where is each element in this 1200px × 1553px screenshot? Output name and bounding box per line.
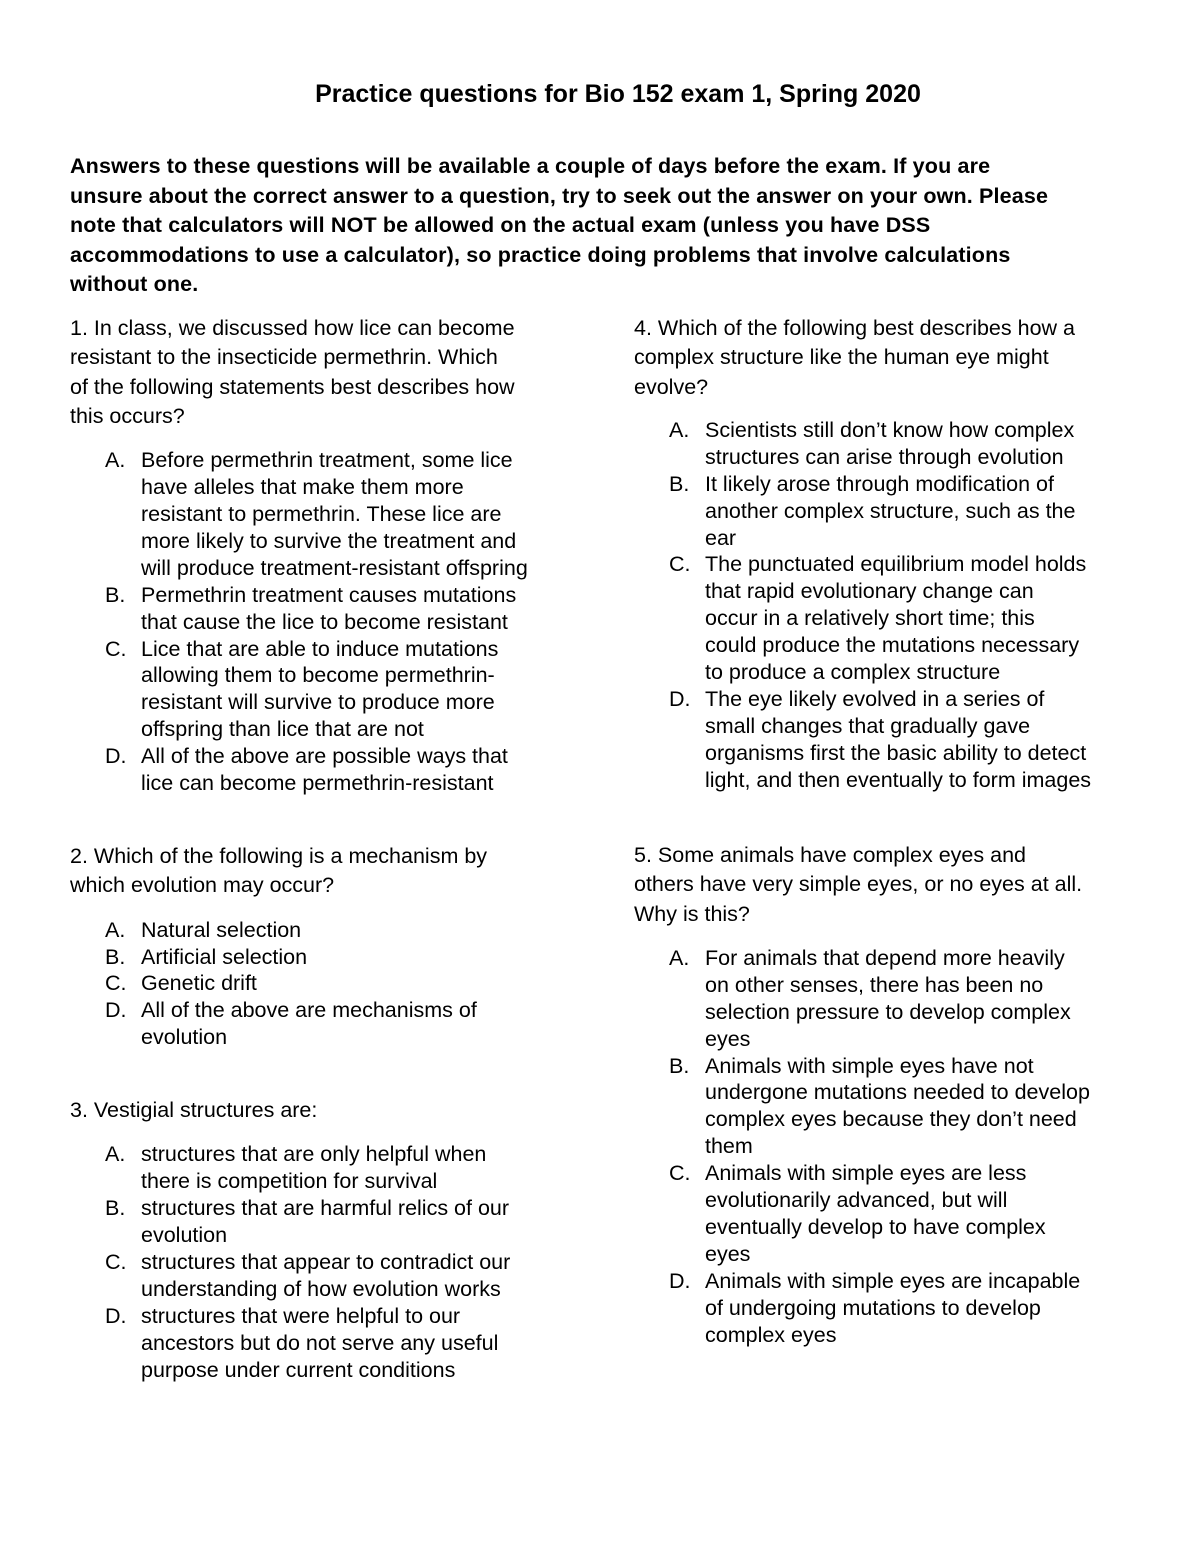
option-line: Artificial selection <box>141 944 308 969</box>
question-stem-line: which evolution may occur? <box>70 873 335 898</box>
option-letter: B. <box>669 471 690 496</box>
answer-option-c <box>70 970 570 997</box>
answer-option-c <box>70 636 570 744</box>
answer-option-a <box>70 1141 570 1195</box>
option-line: Permethrin treatment causes mutations <box>141 582 517 607</box>
question-2 <box>70 842 570 1051</box>
option-letter: B. <box>105 944 126 969</box>
option-line: evolutionarily advanced, but will <box>705 1188 1008 1213</box>
option-line: light, and then eventually to form images <box>705 767 1092 792</box>
option-line: structures can arise through evolution <box>705 444 1064 469</box>
question-stem <box>634 841 1144 929</box>
question-4 <box>634 314 1144 794</box>
answer-option-b <box>634 471 1144 552</box>
option-line: structures that appear to contradict our <box>141 1249 511 1274</box>
option-letter: C. <box>669 552 691 577</box>
option-letter: A. <box>105 448 126 473</box>
question-stem <box>70 842 570 901</box>
option-line: occur in a relatively short time; this <box>705 606 1035 631</box>
page-title: Practice questions for Bio 152 exam 1, Spring 2020 <box>315 80 921 108</box>
answer-option-c <box>634 551 1144 686</box>
question-stem-line: of the following statements best describes how <box>70 374 515 399</box>
option-letter: D. <box>669 1268 691 1293</box>
answer-option-d <box>70 743 570 797</box>
question-5 <box>634 841 1144 1348</box>
answer-option-b <box>70 944 570 971</box>
answer-option-a <box>70 917 570 944</box>
option-line: evolution <box>141 1025 228 1050</box>
option-line: Lice that are able to induce mutations <box>141 636 499 661</box>
option-line: another complex structure, such as the <box>705 498 1076 523</box>
question-stem-line: Why is this? <box>634 901 750 926</box>
answer-option-b <box>70 1195 570 1249</box>
intro-line: without one. <box>70 272 199 296</box>
answer-option-c <box>634 1160 1144 1268</box>
question-stem <box>70 1096 570 1125</box>
question-stem-line: 3. Vestigial structures are: <box>70 1098 318 1122</box>
option-line: organisms first the basic ability to detect <box>705 740 1087 765</box>
option-letter: B. <box>669 1053 690 1078</box>
answer-option-b <box>70 582 570 636</box>
option-line: Before permethrin treatment, some lice <box>141 448 513 473</box>
option-line: complex eyes <box>705 1322 837 1347</box>
option-line: Natural selection <box>141 917 302 942</box>
option-line: of undergoing mutations to develop <box>705 1295 1041 1320</box>
option-line: more likely to survive the treatment and <box>141 528 517 553</box>
option-line: could produce the mutations necessary <box>705 633 1080 658</box>
option-line: The eye likely evolved in a series of <box>705 686 1045 711</box>
intro-paragraph <box>70 152 1140 300</box>
option-letter: B. <box>105 582 126 607</box>
answer-options <box>634 417 1144 794</box>
answer-option-a <box>70 447 570 582</box>
question-stem-line: 1. In class, we discussed how lice can become <box>70 316 515 340</box>
option-line: Animals with simple eyes are less <box>705 1161 1027 1186</box>
option-line: understanding of how evolution works <box>141 1276 501 1301</box>
option-letter: C. <box>105 971 127 996</box>
question-stem-line: 4. Which of the following best describes how a <box>634 316 1075 340</box>
question-stem-line: resistant to the insecticide permethrin. Which <box>70 345 498 370</box>
option-line: resistant will survive to produce more <box>141 690 495 715</box>
answer-options <box>70 1141 570 1383</box>
option-line: evolution <box>141 1223 228 1248</box>
option-line: For animals that depend more heavily <box>705 945 1065 970</box>
question-stem-line: complex structure like the human eye might <box>634 345 1049 370</box>
option-line: resistant to permethrin. These lice are <box>141 502 502 526</box>
question-stem-line: 2. Which of the following is a mechanism by <box>70 844 488 868</box>
option-letter: D. <box>669 686 691 711</box>
intro-line: note that calculators will NOT be allowed on the actual exam (unless you have DSS <box>70 213 931 237</box>
option-line: structures that are harmful relics of our <box>141 1196 510 1221</box>
option-line: Scientists still don’t know how complex <box>705 417 1075 442</box>
option-line: have alleles that make them more <box>141 475 464 500</box>
question-1 <box>70 314 570 797</box>
option-line: eventually develop to have complex <box>705 1214 1046 1239</box>
intro-line: Answers to these questions will be available a couple of days before the exam. If you are <box>70 154 991 178</box>
option-line: ancestors but do not serve any useful <box>141 1330 499 1355</box>
answer-option-c <box>70 1249 570 1303</box>
option-letter: A. <box>105 917 126 942</box>
question-stem <box>634 314 1144 402</box>
option-letter: D. <box>105 744 127 769</box>
option-letter: A. <box>669 945 690 970</box>
option-line: All of the above are mechanisms of <box>141 998 477 1023</box>
option-line: that rapid evolutionary change can <box>705 579 1034 604</box>
option-letter: C. <box>105 1249 127 1274</box>
answer-option-b <box>634 1053 1144 1161</box>
option-letter: D. <box>105 1303 127 1328</box>
option-line: undergone mutations needed to develop <box>705 1080 1090 1105</box>
option-line: It likely arose through modification of <box>705 471 1054 496</box>
option-line: them <box>705 1134 753 1159</box>
option-line: ear <box>705 525 737 550</box>
option-line: purpose under current conditions <box>141 1357 456 1382</box>
option-line: there is competition for survival <box>141 1169 438 1194</box>
answer-options <box>634 945 1144 1349</box>
option-line: eyes <box>705 1241 751 1266</box>
option-letter: A. <box>669 417 690 442</box>
option-letter: A. <box>105 1142 126 1167</box>
option-line: lice can become permethrin-resistant <box>141 771 494 796</box>
option-line: structures that were helpful to our <box>141 1303 461 1328</box>
answer-options <box>70 447 570 797</box>
option-line: to produce a complex structure <box>705 660 1001 685</box>
option-line: that cause the lice to become resistant <box>141 609 508 634</box>
question-stem-line: 5. Some animals have complex eyes and <box>634 843 1026 867</box>
answer-option-a <box>634 417 1144 471</box>
option-line: selection pressure to develop complex <box>705 999 1071 1024</box>
question-stem <box>70 314 570 431</box>
option-letter: C. <box>669 1161 691 1186</box>
option-line: eyes <box>705 1026 751 1051</box>
option-line: offspring than lice that are not <box>141 717 424 742</box>
answer-options <box>70 917 570 1052</box>
option-letter: B. <box>105 1196 126 1221</box>
answer-option-a <box>634 945 1144 1053</box>
answer-option-d <box>634 1268 1144 1349</box>
intro-line: unsure about the correct answer to a question, try to seek out the answer on your own. Please <box>70 183 1049 208</box>
option-line: All of the above are possible ways that <box>141 744 508 769</box>
answer-option-d <box>70 1303 570 1384</box>
option-line: will produce treatment-resistant offspring <box>141 555 528 580</box>
question-3 <box>70 1096 570 1383</box>
option-line: small changes that gradually gave <box>705 713 1031 738</box>
option-line: complex eyes because they don’t need <box>705 1107 1077 1132</box>
answer-option-d <box>70 997 570 1051</box>
option-letter: D. <box>105 998 127 1023</box>
question-stem-line: others have very simple eyes, or no eyes at all. <box>634 872 1083 897</box>
option-line: structures that are only helpful when <box>141 1142 487 1167</box>
option-line: The punctuated equilibrium model holds <box>705 552 1087 577</box>
option-line: on other senses, there has been no <box>705 972 1044 997</box>
question-stem-line: evolve? <box>634 374 709 399</box>
option-line: Animals with simple eyes have not <box>705 1053 1034 1078</box>
answer-option-d <box>634 686 1144 794</box>
intro-line: accommodations to use a calculator), so practice doing problems that involve calculations <box>70 242 1011 267</box>
option-line: Animals with simple eyes are incapable <box>705 1268 1081 1293</box>
question-stem-line: this occurs? <box>70 403 185 428</box>
option-letter: C. <box>105 636 127 661</box>
option-line: allowing them to become permethrin- <box>141 663 495 688</box>
option-line: Genetic drift <box>141 971 257 996</box>
